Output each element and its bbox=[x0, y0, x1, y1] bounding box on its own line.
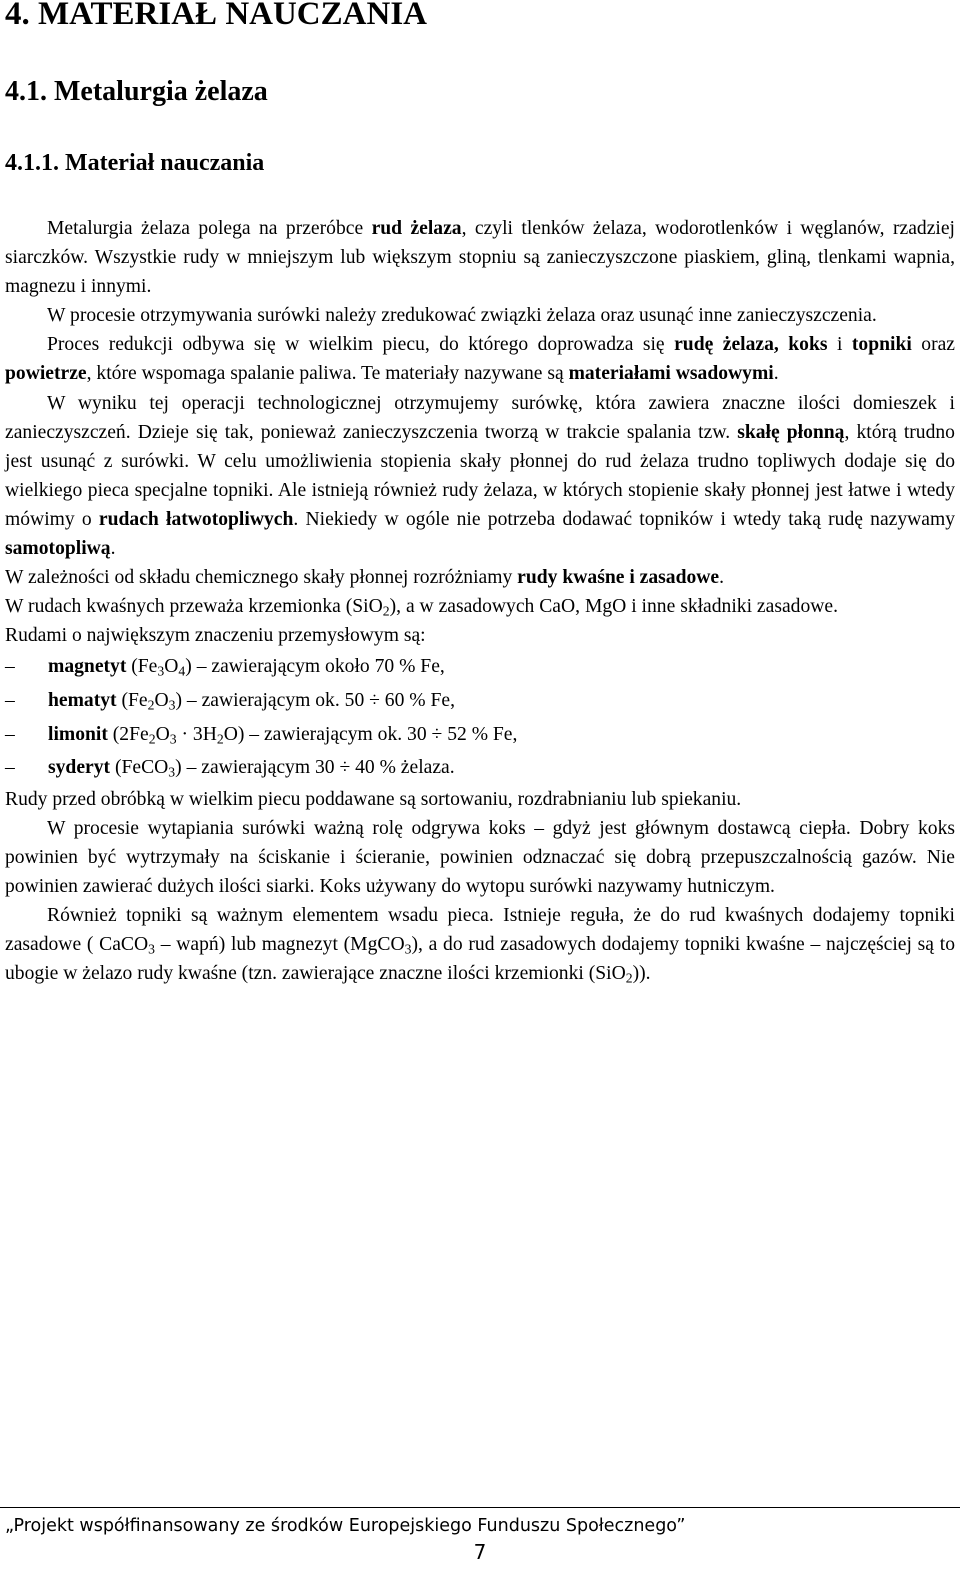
section-heading: 4.1. Metalurgia żelaza bbox=[5, 76, 268, 107]
paragraph-gangue: W wyniku tej operacji technologicznej otrzymujemy surówkę, która zawiera znaczne ilości domieszek i zanieczyszczeń. Dzieje się tak, ponieważ zanieczyszczenia tworzą w trakcie spalania tzw. skałę płonną, którą trudno jest usunąć z surówki. W celu umożliwienia stopienia skały płonnej do rud żelaza trudno topliwych dodaje się do wielkiego pieca specjalne topniki. Ale istnieją również rudy żelaza, w których stopienie skały płonnej jest łatwe i wtedy mówimy o rudach łatwotopliwych. Niekiedy w ogóle nie potrzeba dodawać topników i wtedy taką rudę nazywamy samotopliwą. bbox=[5, 392, 956, 560]
paragraph-coke: W procesie wytapiania surówki ważną rolę odgrywa koks – gdyż jest głównym dostawcą ciepła. Dobry koks powinien być wytrzymały na ściskanie i ścieranie, powinien odznaczać się dobrą przepuszczalnością gazów. Nie powinien zawierać dużych ilości siarki. Koks używany do wytopu surówki nazywamy hutniczym. bbox=[5, 817, 955, 898]
footer-text: „Projekt współfinansowany ze środków Europejskiego Funduszu Społecznego” bbox=[5, 1516, 686, 1536]
page-number: 7 bbox=[473, 1540, 487, 1564]
chapter-heading: 4. MATERIAŁ NAUCZANIA bbox=[5, 0, 427, 32]
paragraph-blast-furnace: Proces redukcji odbywa się w wielkim piecu, do którego doprowadza się rudę żelaza, koks i topniki oraz powietrze, które wspomaga spalanie paliwa. Te materiały nazywane są materiałami wsadowymi. bbox=[5, 334, 956, 385]
body-text bbox=[5, 214, 955, 988]
paragraph-reduction: W procesie otrzymywania surówki należy zredukować związki żelaza oraz usunąć inne zanieczyszczenia. bbox=[47, 305, 877, 327]
list-item-hematyt: – hematyt $(Fe_2O_3)$ – zawierającym ok. 50 ÷ 60 % Fe, bbox=[5, 690, 456, 713]
footer-divider bbox=[0, 1507, 960, 1508]
paragraph-ore-types: W zależności od składu chemicznego skały płonnej rozróżniamy rudy kwaśne i zasadowe. bbox=[5, 567, 725, 589]
list-item-limonit: – limonit $(2Fe_2O_3 \cdot 3H_2O)$ – zawierającym ok. 30 ÷ 52 % Fe, bbox=[5, 723, 518, 747]
list-item-magnetyt: – magnetyt $(Fe_3O_4)$ – zawierającym około 70 % Fe, bbox=[5, 656, 445, 679]
paragraph-ore-list-intro: Rudami o największym znaczeniu przemysłowym są: bbox=[5, 625, 426, 647]
paragraph-iron-metallurgy: Metalurgia żelaza polega na przeróbce rud żelaza, czyli tlenków żelaza, wodorotlenków i węglanów, rzadziej siarczków. Wszystkie rudy w mniejszym lub większym stopniu są zanieczyszczone piaskiem, gliną, tlenkami wapnia, magnezu i innymi. bbox=[5, 218, 955, 298]
paragraph-fluxes: Również topniki są ważnym elementem wsadu pieca. Istnieje reguła, że do rud kwaśnych dodajemy topniki zasadowe ( CaCO$_3$ – wapń) lub magnezyt (MgCO$_3$), a do rud zasadowych dodajemy topniki kwaśne – najczęściej są to ubogie w żelazo rudy kwaśne (tzn. zawierające znaczne ilości krzemionki (SiO$_2$)). bbox=[5, 905, 955, 986]
list-item-syderyt: – syderyt (FeCO$_3$) – zawierającym 30 ÷ 40 % żelaza. bbox=[5, 757, 455, 780]
ore-list bbox=[5, 650, 955, 784]
subsection-heading: 4.1.1. Materiał nauczania bbox=[5, 150, 265, 176]
paragraph-acidic-ores: W rudach kwaśnych przeważa krzemionka (SiO$_2$), a w zasadowych CaO, MgO i inne składniki zasadowe. bbox=[5, 596, 838, 619]
paragraph-ore-preparation: Rudy przed obróbką w wielkim piecu poddawane są sortowaniu, rozdrabnianiu lub spiekaniu. bbox=[5, 788, 742, 810]
